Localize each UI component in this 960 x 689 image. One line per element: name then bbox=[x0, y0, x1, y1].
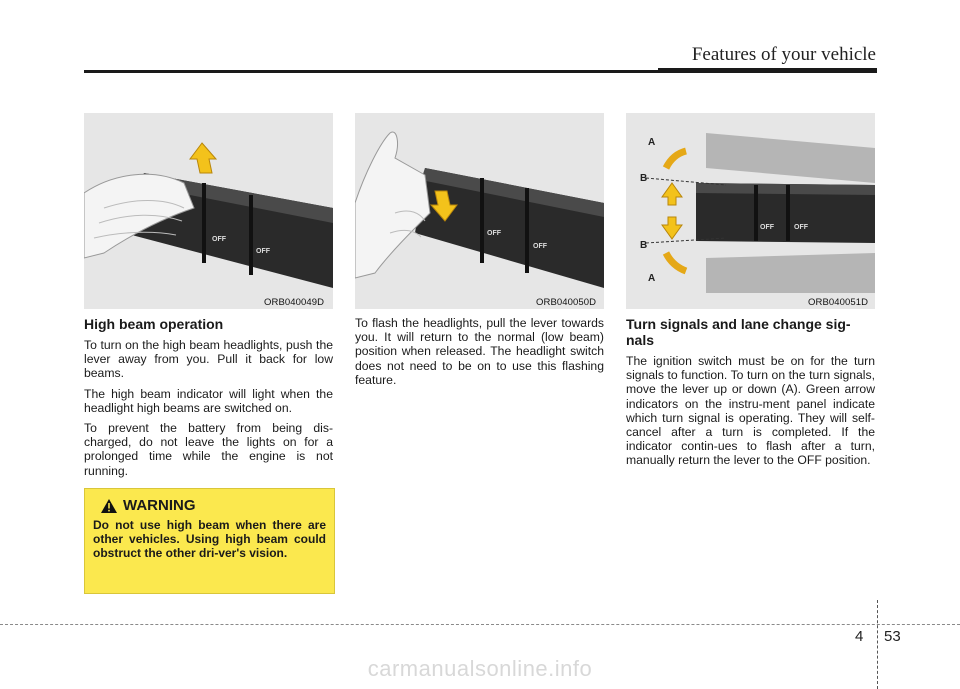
header-rule-accent bbox=[658, 68, 877, 73]
switch-off-label: OFF bbox=[487, 230, 501, 237]
turn-signal-figure bbox=[626, 113, 875, 309]
footer-divider bbox=[0, 624, 960, 625]
paragraph: The high beam indicator will light when the headlight high beams are switched on. bbox=[84, 386, 333, 415]
high-beam-figure bbox=[84, 113, 333, 309]
middle-column bbox=[355, 316, 604, 393]
flash-to-pass-figure bbox=[355, 113, 604, 309]
switch-off-label: OFF bbox=[533, 243, 547, 250]
chapter-number: 4 bbox=[855, 628, 864, 645]
watermark: carmanualsonline.info bbox=[367, 656, 593, 681]
paragraph: To prevent the battery from being dis-charged, do not leave the lights on for a prolonged time while the engine is not running. bbox=[84, 421, 333, 478]
paragraph: To flash the headlights, pull the lever towards you. It will return to the normal (low beam) position when released. The headlight switch does not need to be on to use this flashing feature. bbox=[355, 316, 604, 387]
warning-icon bbox=[101, 499, 117, 513]
right-column bbox=[626, 316, 875, 474]
warning-text: Do not use high beam when there are other vehicles. Using high beam could obstruct the other dri-ver's vision. bbox=[93, 518, 326, 560]
paragraph: The ignition switch must be on for the turn signals to function. To turn on the turn signals, move the lever up or down (A). Green arrow indicators on the instru-ment panel indicate which turn signal is operating. They will self-cancel after a turn is completed. If the indicator contin-ues to flash after a turn, manually return the lever to the OFF position. bbox=[626, 354, 875, 468]
figure-code: ORB040051D bbox=[808, 297, 869, 308]
figure-code: ORB040049D bbox=[264, 297, 325, 308]
page-header-title: Features of your vehicle bbox=[691, 44, 876, 65]
section-heading: Turn signals and lane change sig-nals bbox=[626, 316, 851, 348]
label-b-top: B bbox=[640, 173, 648, 184]
warning-title: WARNING bbox=[123, 497, 196, 514]
switch-off-label: OFF bbox=[212, 236, 226, 243]
switch-off-label: OFF bbox=[256, 248, 270, 255]
label-a-bottom: A bbox=[648, 273, 656, 284]
page-number: 53 bbox=[884, 628, 901, 645]
switch-off-label: OFF bbox=[760, 224, 774, 231]
paragraph: To turn on the high beam headlights, push the lever away from you. Pull it back for low beams. bbox=[84, 338, 333, 381]
section-heading: High beam operation bbox=[84, 316, 224, 332]
label-a-top: A bbox=[648, 137, 656, 148]
left-column bbox=[84, 316, 333, 484]
figure-code: ORB040050D bbox=[536, 297, 597, 308]
warning-box bbox=[84, 488, 335, 594]
label-b-bottom: B bbox=[640, 240, 648, 251]
switch-off-label: OFF bbox=[794, 224, 808, 231]
